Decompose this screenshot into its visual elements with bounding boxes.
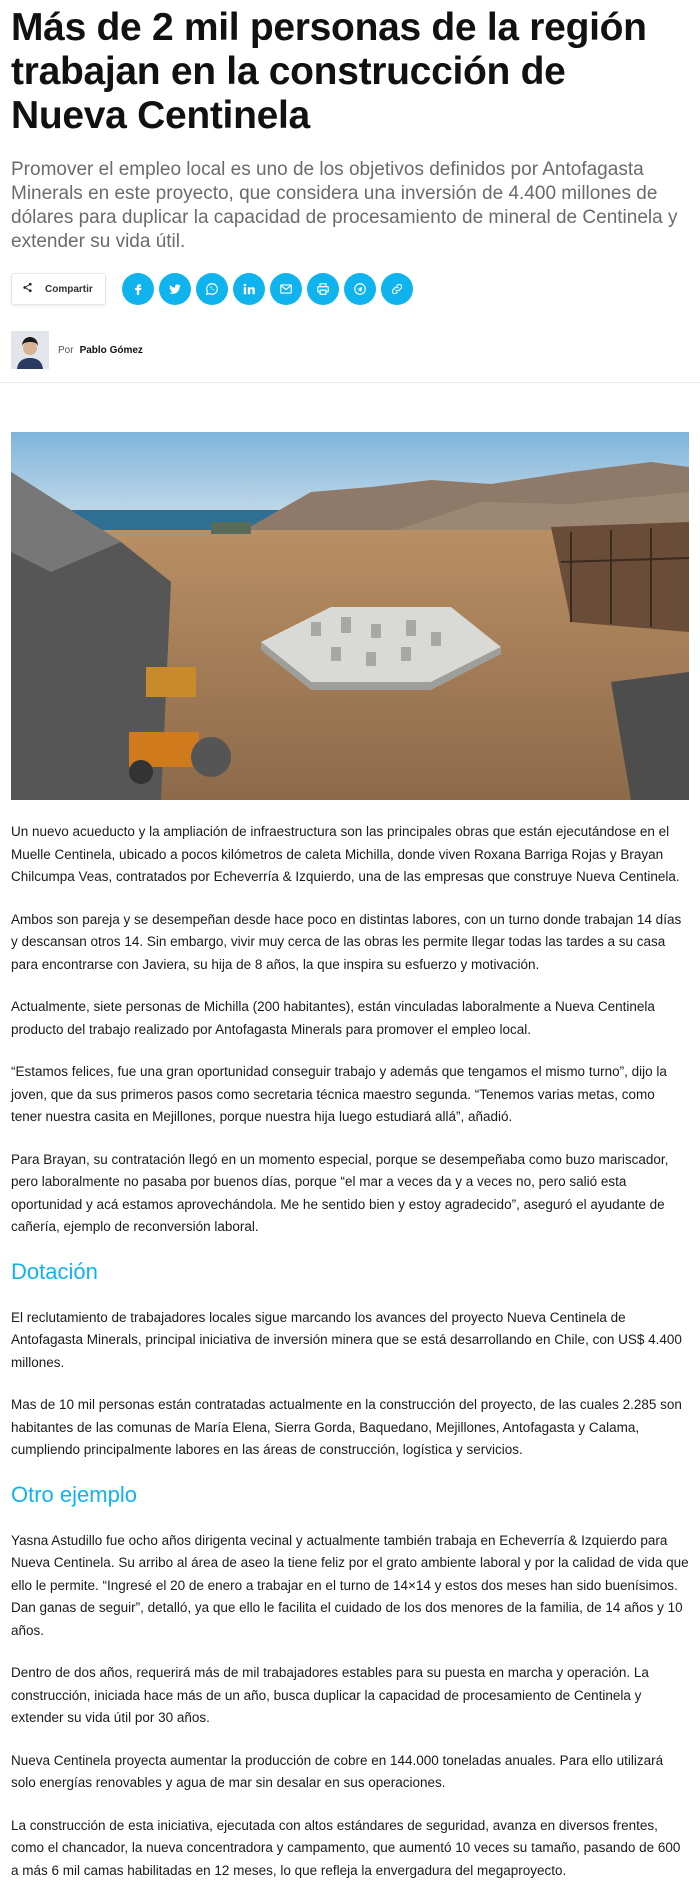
header-divider (0, 382, 700, 383)
share-button-label: Compartir (45, 284, 93, 295)
print-share-button[interactable] (307, 273, 339, 305)
paragraph: Mas de 10 mil personas están contratadas actualmente en la construcción del proyecto, de las cuales 2.285 son habitantes de las comunas de María Elena, Sierra Gorda, Baquedano, Mejillones, Antofagasta y Calama, cumpliendo principalmente labores en las áreas de construcción, logística y servicios. (11, 1394, 689, 1462)
share-icon (22, 280, 33, 298)
article-body (0, 821, 700, 1882)
share-bar (11, 272, 689, 306)
telegram-icon (353, 282, 367, 296)
whatsapp-share-button[interactable] (196, 273, 228, 305)
paragraph: Actualmente, siete personas de Michilla (200 habitantes), están vinculadas laboralmente a Nueva Centinela producto del trabajo realizado por Antofagasta Minerals para promover el empleo local. (11, 996, 689, 1041)
facebook-share-button[interactable] (122, 273, 154, 305)
article-subtitle: Promover el empleo local es uno de los objetivos definidos por Antofagasta Minerals en este proyecto, que considera una inversión de 4.400 millones de dólares para duplicar la capacidad de procesamiento de mineral de Centinela y extender su vida útil. (11, 158, 689, 254)
paragraph: Para Brayan, su contratación llegó en un momento especial, porque se desempeñaba como buzo mariscador, pero laboralmente no pasaba por buenos días, porque “el mar a veces da y a veces no, pero salió esta oportunidad y acá estamos aprovechándola. Me he sentido bien y estoy agradecido”, aseguró el ayudante de cañería, ejemplo de reconversión laboral. (11, 1149, 689, 1239)
email-share-button[interactable] (270, 273, 302, 305)
author-name[interactable]: Pablo Gómez (80, 345, 143, 356)
paragraph: La construcción de esta iniciativa, ejecutada con altos estándares de seguridad, avanza en diversos frentes, como el chancador, la nueva concentradora y campamento, que aumentó 10 veces su tamaño, pasando de 600 a más 6 mil camas habilitadas en 12 meses, lo que refleja la envergadura del megaproyecto. (11, 1815, 689, 1882)
article-headline: Más de 2 mil personas de la región trabajan en la construcción de Nueva Centinela (11, 0, 689, 138)
paragraph: Un nuevo acueducto y la ampliación de infraestructura son las principales obras que están ejecutándose en el Muelle Centinela, ubicado a pocos kilómetros de caleta Michilla, donde viven Roxana Barriga Rojas y Brayan Chilcumpa Veas, contratados por Echeverría & Izquierdo, una de las empresas que construye Nueva Centinela. (11, 821, 689, 889)
paragraph: Yasna Astudillo fue ocho años dirigenta vecinal y actualmente también trabaja en Echeverría & Izquierdo para Nueva Centinela. Su arribo al área de aseo la tiene feliz por el grato ambiente laboral y por la calidad de vida que ello le permite. “Ingresé el 20 de enero a trabajar en el turno de 14×14 y estos dos meses han sido buenísimos. Dan ganas de seguir”, detalló, ya que ello le facilita el cuidado de los dos menores de la familia, de 14 años y 10 años. (11, 1530, 689, 1643)
hero-image (11, 432, 689, 800)
section-heading-otro-ejemplo: Otro ejemplo (11, 1482, 689, 1508)
linkedin-icon (242, 282, 256, 296)
facebook-icon (131, 282, 145, 296)
copy-link-button[interactable] (381, 273, 413, 305)
twitter-icon (168, 282, 182, 296)
paragraph: El reclutamiento de trabajadores locales sigue marcando los avances del proyecto Nueva Centinela de Antofagasta Minerals, principal iniciativa de inversión minera que se está desarrollando en Chile, con US$ 4.400 millones. (11, 1307, 689, 1375)
author-avatar[interactable] (11, 331, 49, 369)
print-icon (316, 282, 330, 296)
share-button[interactable] (11, 273, 106, 305)
email-icon (279, 282, 293, 296)
paragraph: Ambos son pareja y se desempeñan desde hace poco en distintas labores, con un turno donde trabajan 14 días y descansan otros 14. Sin embargo, vivir muy cerca de las obras les permite llegar todas las tardes a su casa para encontrarse con Javiera, su hija de 8 años, la que inspira su esfuerzo y motivación. (11, 909, 689, 977)
linkedin-share-button[interactable] (233, 273, 265, 305)
section-heading-dotacion: Dotación (11, 1259, 689, 1285)
paragraph: Dentro de dos años, requerirá más de mil trabajadores estables para su puesta en marcha y operación. La construcción, iniciada hace más de un año, busca duplicar la capacidad de procesamiento de Centinela y extender su vida útil por 30 años. (11, 1662, 689, 1730)
paragraph: “Estamos felices, fue una gran oportunidad conseguir trabajo y además que tengamos el mismo turno”, dijo la joven, que da sus primeros pasos como secretaria técnica maestro segunda. “Tenemos varias metas, como tener nuestra casita en Mejillones, porque nuestra hija luego estudiará allá”, añadió. (11, 1061, 689, 1129)
whatsapp-icon (205, 282, 219, 296)
paragraph: Nueva Centinela proyecta aumentar la producción de cobre en 144.000 toneladas anuales. Para ello utilizará solo energías renovables y agua de mar sin desalar en sus operaciones. (11, 1750, 689, 1795)
social-share-buttons (122, 273, 418, 305)
author-byline (11, 330, 689, 370)
twitter-share-button[interactable] (159, 273, 191, 305)
telegram-share-button[interactable] (344, 273, 376, 305)
link-icon (390, 282, 404, 296)
author-prefix: Por (58, 345, 74, 356)
